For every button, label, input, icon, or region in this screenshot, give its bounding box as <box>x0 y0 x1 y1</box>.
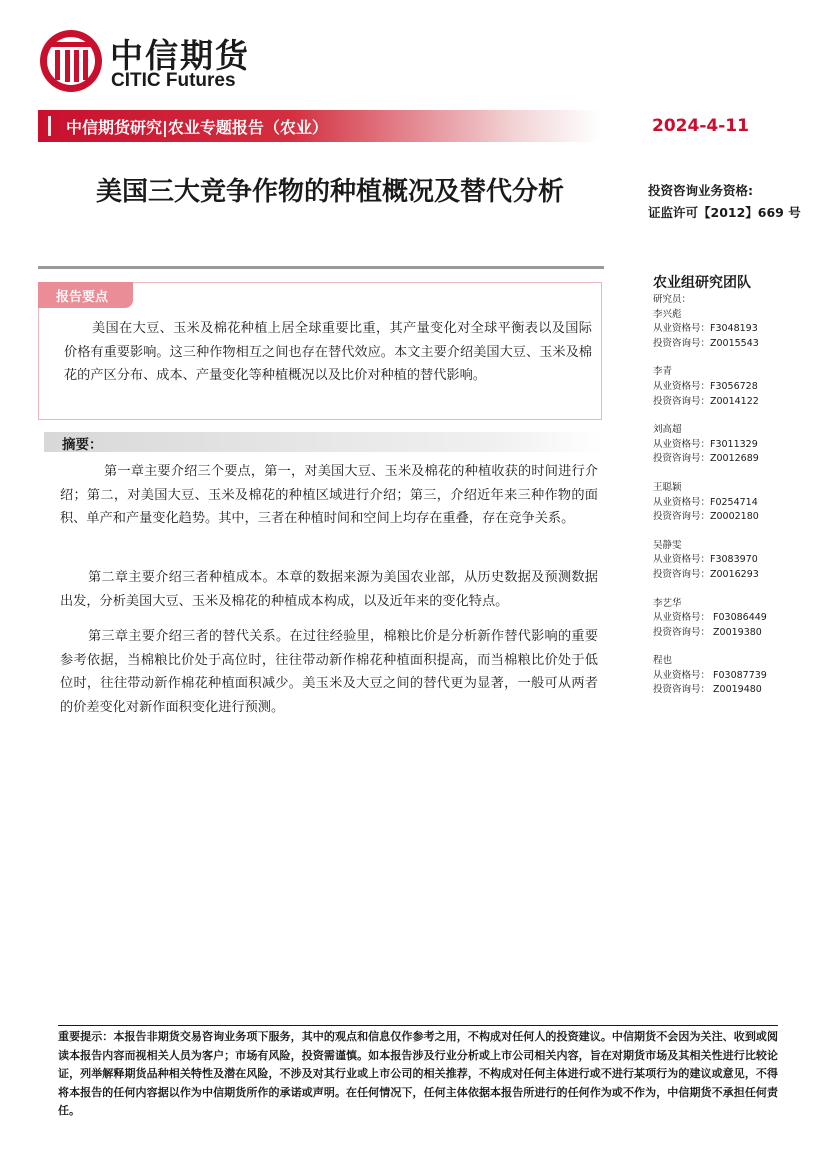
key-points-label-text: 报告要点 <box>56 290 109 305</box>
report-title: 美国三大竞争作物的种植概况及替代分析 <box>95 177 564 207</box>
team-list <box>653 293 813 712</box>
member-role: 研究员： <box>653 294 692 305</box>
citic-futures-logo <box>38 28 278 94</box>
abstract-heading <box>44 432 604 452</box>
member-qualification-no: 从业资格号：F3011329 <box>653 438 758 450</box>
member-qualification-no: 从业资格号：F3048193 <box>653 323 758 335</box>
member-qualification-no: 从业资格号：F3083970 <box>653 554 758 566</box>
member-name: 吴静雯 <box>653 539 682 551</box>
member-name: 王聪颖 <box>653 481 682 493</box>
member-name: 程也 <box>653 655 673 667</box>
abstract-heading-text: 摘要： <box>62 437 103 453</box>
abstract-paragraph-3: 第三章主要介绍三者的替代关系。在过往经验里，棉粮比价是分析新作替代影响的重要参考依据，当棉粮比价处于高位时，往往带动新作棉花种植面积提高，而当棉粮比价处于低位时，往往带动新作棉花种植面积减少。美玉米及大豆之间的替代更为显著，一般可从两者的价差变化对新作面积变化进行预测。 <box>60 629 598 715</box>
member-name: 李兴彪 <box>653 308 682 320</box>
disclaimer: 重要提示：本报告非期货交易咨询业务项下服务，其中的观点和信息仅作参考之用，不构成对任何人的投资建议。中信期货不会因为关注、收到或阅读本报告内容而视相关人员为客户；市场有风险，投资需谨慎。如本报告涉及行业分析或上市公司相关内容，旨在对期货市场及其相关性进行比较论证，列举解释期货品种相关特性及潜在风险，不涉及对其行业或上市公司的相关推荐，不构成对任何主体进行或不进行某项行为的建议或意见，不得将本报告的任何内容据以作为中信期货所作的承诺或声明。在任何情况下，任何主体依据本报告所进行的任何作为或不作为，中信期货不承担任何责任。 <box>58 1030 778 1118</box>
abstract-paragraph-2: 第二章主要介绍三者种植成本。本章的数据来源为美国农业部，从历史数据及预测数据出发，分析美国大豆、玉米及棉花的种植成本构成，以及近年来的变化特点。 <box>60 570 598 609</box>
member-name: 李青 <box>653 366 673 378</box>
credentials-line-1: 投资咨询业务资格: <box>648 183 753 198</box>
report-type-banner <box>38 110 600 142</box>
member-consulting-no: 投资咨询号：Z0015543 <box>653 337 759 349</box>
team-member <box>653 597 813 641</box>
member-consulting-no: 投资咨询号：Z0014122 <box>653 395 759 407</box>
key-points-text: 美国在大豆、玉米及棉花种植上居全球重要比重，其产量变化对全球平衡表以及国际价格有重要影响。这三种作物相互之间也存在替代效应。本文主要介绍美国大豆、玉米及棉花的产区分布、成本、产量变化等种植概况以及比价对种植的替代影响。 <box>64 321 592 383</box>
member-consulting-no: 投资咨询号： Z0019480 <box>653 684 762 696</box>
member-consulting-no: 投资咨询号：Z0012689 <box>653 453 759 465</box>
credentials-line-2: 证监许可【2012】669 号 <box>648 205 801 220</box>
banner-accent-bar <box>48 116 51 136</box>
member-consulting-no: 投资咨询号：Z0016293 <box>653 568 759 580</box>
member-qualification-no: 从业资格号：F3056728 <box>653 380 758 392</box>
logo-chinese-name: 中信期货 <box>110 36 250 75</box>
credentials <box>648 180 801 224</box>
abstract-paragraph-1: 第一章主要介绍三个要点，第一，对美国大豆、玉米及棉花的种植收获的时间进行介绍；第二，对美国大豆、玉米及棉花的种植区域进行介绍；第三，介绍近年来三种作物的面积、单产和产量变化趋势。其中，三者在种植时间和空间上均存在重叠，存在竞争关系。 <box>60 464 598 526</box>
team-member <box>653 539 813 583</box>
key-points-label <box>38 282 133 308</box>
citic-logo-icon <box>38 28 104 94</box>
report-date: 2024-4-11 <box>652 116 749 136</box>
team-member <box>653 654 813 698</box>
member-qualification-no: 从业资格号： F03087739 <box>653 669 767 681</box>
team-member <box>653 293 813 351</box>
member-consulting-no: 投资咨询号：Z0002180 <box>653 511 759 523</box>
team-title: 农业组研究团队 <box>653 275 751 291</box>
title-divider <box>38 266 604 269</box>
disclaimer-divider <box>58 1025 778 1026</box>
member-qualification-no: 从业资格号： F03086449 <box>653 612 767 624</box>
team-member <box>653 365 813 409</box>
member-name: 李艺华 <box>653 597 682 609</box>
team-member <box>653 481 813 525</box>
report-type-label: 中信期货研究|农业专题报告（农业） <box>66 118 328 137</box>
member-qualification-no: 从业资格号：F0254714 <box>653 496 758 508</box>
logo-english-name: CITIC Futures <box>111 70 236 91</box>
team-member <box>653 423 813 467</box>
member-consulting-no: 投资咨询号： Z0019380 <box>653 626 762 638</box>
member-name: 刘高超 <box>653 424 682 436</box>
